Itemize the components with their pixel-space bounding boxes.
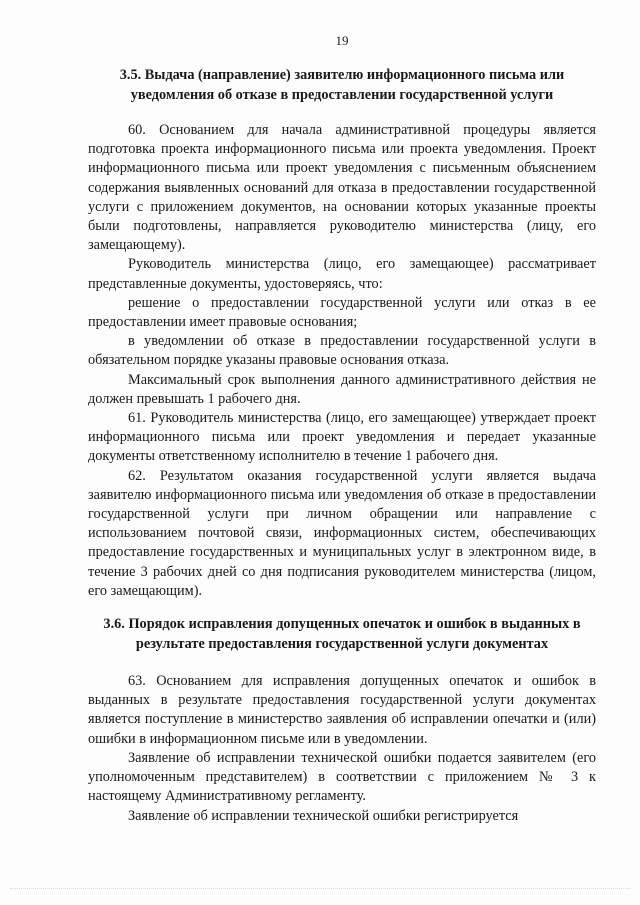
paragraph: 62. Результатом оказания государственной услуги является выдача заявителю информационного письма или уведомления об отказе в предоставлении государственной услуги при личном обращении или направление с использованием почтовой связи, информационных систем, обеспечивающих предоставление государственных и муниципальных услуг в электронном виде, в течение 3 рабочих дней со дня подписания руководителем министерства (лицом, его замещающим). — [88, 467, 596, 599]
paragraph: Руководитель министерства (лицо, его замещающее) рассматривает представленные документы, удостоверяясь, что: — [88, 256, 596, 292]
paragraph: 60. Основанием для начала административной процедуры является подготовка проекта информационного письма или проекта уведомления. Проект информационного письма или проект уведомления с письменным объяснением содержания выявленных оснований для отказа в предоставлении государственной услуги с приложением документов, на основании которых указанные проекты были подготовлены, направляется руководителю министерства (лицу, его замещающему). — [88, 122, 596, 254]
paragraph: 63. Основанием для исправления допущенных опечаток и ошибок в выданных в результате предоставления государственной услуги документах является поступление в министерство заявления об исправлении опечатки и (или) ошибки в информационном письме или в уведомлении. — [88, 673, 596, 747]
page-content — [88, 62, 596, 826]
section-3-5-heading: 3.5. Выдача (направление) заявителю информационного письма или уведомления об отказе в предоставлении государственной услуги — [119, 67, 565, 103]
paragraph: 61. Руководитель министерства (лицо, его замещающее) утверждает проект информационного письма или проект уведомления и передает указанные документы ответственному исполнителю в течение 1 рабочего дня. — [88, 410, 596, 465]
paragraph: Заявление об исправлении технической ошибки подается заявителем (его уполномоченным представителем) в соответствии с приложением № 3 к настоящему Административному регламенту. — [88, 749, 596, 805]
paragraph: Заявление об исправлении технической ошибки регистрируется — [128, 807, 519, 824]
paragraph: в уведомлении об отказе в предоставлении государственной услуги в обязательном порядке указаны правовые основания отказа. — [88, 333, 596, 369]
paragraph: решение о предоставлении государственной услуги или отказ в ее предоставлении имеет правовые основания; — [88, 294, 596, 331]
scan-artifact-line — [10, 884, 630, 889]
section-3-6-heading: 3.6. Порядок исправления допущенных опечаток и ошибок в выданных в результате предоставления государственной услуги документах — [103, 616, 581, 653]
page-number: 19 — [335, 33, 349, 48]
paragraph: Максимальный срок выполнения данного административного действия не должен превышать 1 рабочего дня. — [88, 371, 596, 407]
